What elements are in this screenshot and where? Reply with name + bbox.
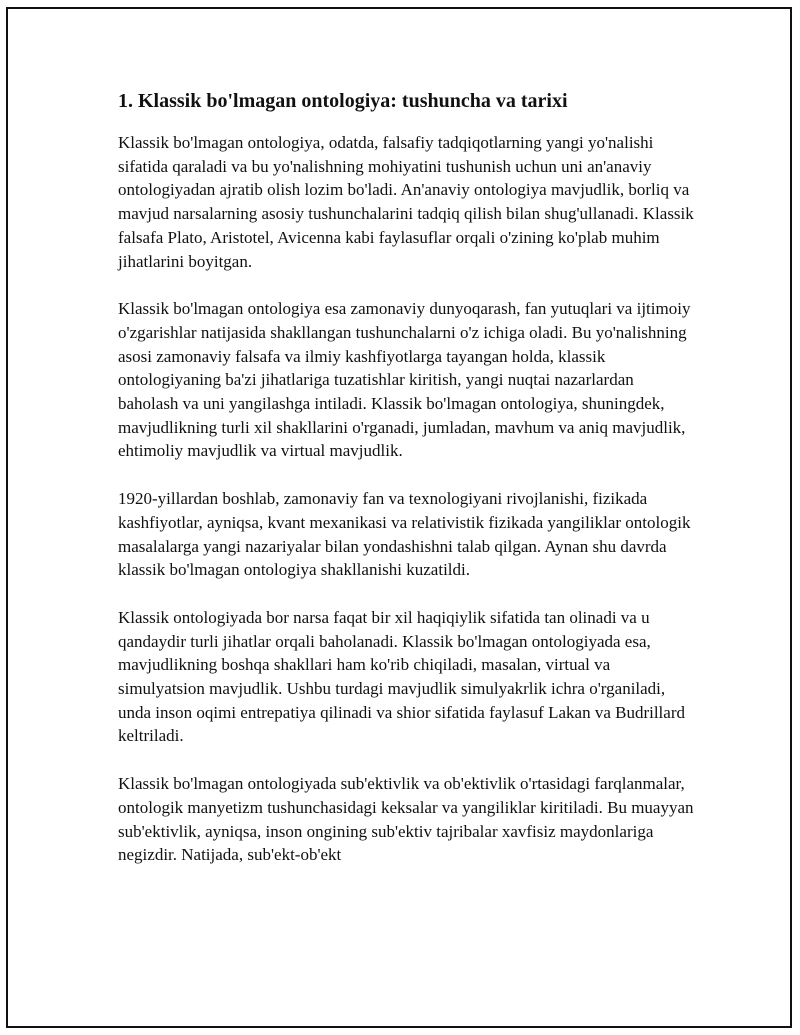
paragraph-1: Klassik bo'lmagan ontologiya, odatda, falsafiy tadqiqotlarning yangi yo'nalishi sifatida qaraladi va bu yo'nalishning mohiyatini tushunish uchun uni an'anaviy ontologiyadan ajratib olish lozim bo'ladi. An'anaviy ontologiya mavjudlik, borliq va mavjud narsalarning asosiy tushunchalarini tadqiq qilish bilan shug'ullanadi. Klassik falsafa Plato, Aristotel, Avicenna kabi faylasuflar orqali o'zining ko'plab muhim jihatlarini boyitgan. [118, 133, 694, 271]
section-heading: 1. Klassik bo'lmagan ontologiya: tushuncha va tarixi [118, 90, 568, 112]
paragraph-3: 1920-yillardan boshlab, zamonaviy fan va texnologiyani rivojlanishi, fizikada kashfiyotlar, ayniqsa, kvant mexanikasi va relativistik fizikada yangiliklar ontologik masalalarga yangi nazariyalar bilan yondashishni talab qilgan. Aynan shu davrda klassik bo'lmagan ontologiya shakllanishi kuzatildi. [118, 489, 691, 580]
paragraph-2: Klassik bo'lmagan ontologiya esa zamonaviy dunyoqarash, fan yutuqlari va ijtimoiy o'zgarishlar natijasida shakllangan tushunchalarni o'z ichiga oladi. Bu yo'nalishning asosi zamonaviy falsafa va ilmiy kashfiyotlarga tayangan holda, klassik ontologiyaning ba'zi jihatlariga tuzatishlar kiritish, yangi nuqtai nazarlardan baholash va uni yangilashga intiladi. Klassik bo'lmagan ontologiya, shuningdek, mavjudlikning turli xil shakllarini o'rganadi, jumladan, mavhum va aniq mavjudlik, ehtimoliy mavjudlik va virtual mavjudlik. [118, 299, 691, 461]
paragraph-5: Klassik bo'lmagan ontologiyada sub'ektivlik va ob'ektivlik o'rtasidagi farqlanmalar, ontologik manyetizm tushunchasidagi keksalar va yangiliklar kiritiladi. Bu muayyan sub'ektivlik, ayniqsa, inson ongining sub'ektiv tajribalar xavfisiz maydonlariga negizdir. Natijada, sub'ekt-ob'ekt [118, 774, 694, 865]
paragraph-4: Klassik ontologiyada bor narsa faqat bir xil haqiqiylik sifatida tan olinadi va u qandaydir turli jihatlar orqali baholanadi. Klassik bo'lmagan ontologiyada esa, mavjudlikning boshqa shakllari ham ko'rib chiqiladi, masalan, virtual va simulyatsion mavjudlik. Ushbu turdagi mavjudlik simulyakrlik ichra o'rganiladi, unda inson oqimi entrepatiya qilinadi va shior sifatida faylasuf Lakan va Budrillard keltriladi. [118, 607, 685, 746]
document-body [118, 88, 698, 891]
